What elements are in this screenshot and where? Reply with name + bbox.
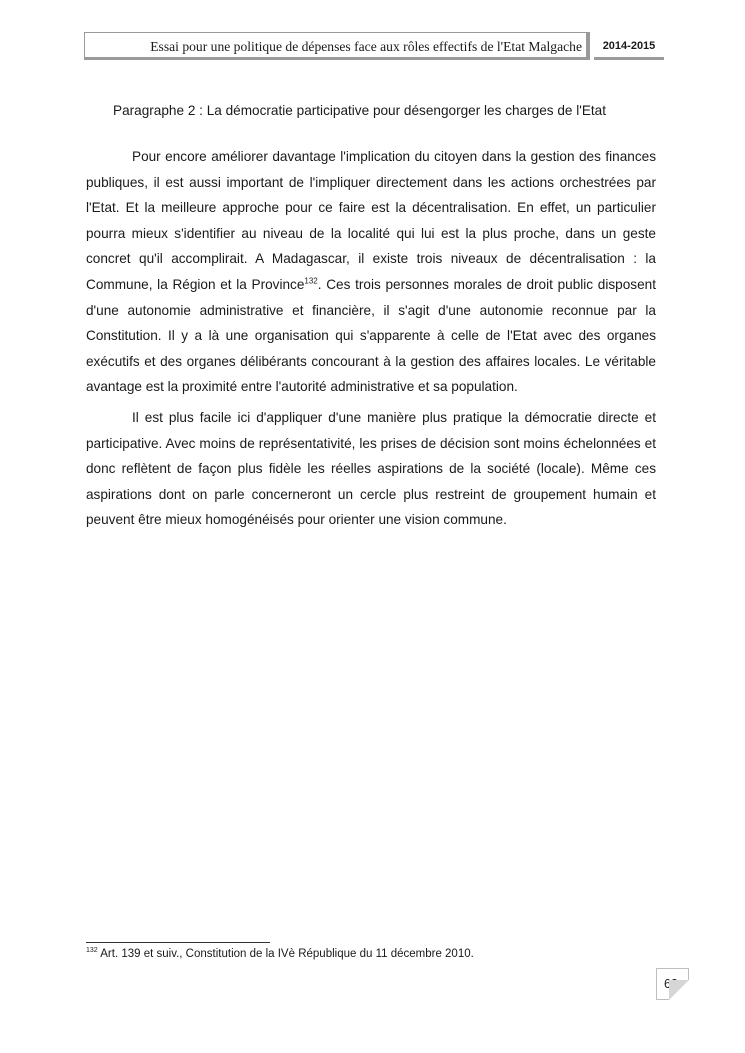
header-year: 2014-2015 bbox=[594, 38, 664, 60]
paragraph-1 bbox=[86, 144, 656, 400]
footnote-text: Art. 139 et suiv., Constitution de la IVè République du 11 décembre 2010. bbox=[97, 948, 474, 960]
paragraph-1-part-2: . Ces trois personnes morales de droit public disposent d'une autonomie administrative et financière, il s'agit d'une autonomie reconnue par la Constitution. Il y a là une organisation qui s'apparente à celle de l'Etat avec des organes exécutifs et des organes délibérants concourant à la gestion des affaires locales. Le véritable avantage est la proximité entre l'autorité administrative et sa population. bbox=[86, 276, 656, 395]
paragraph-2: Il est plus facile ici d'appliquer d'une manière plus pratique la démocratie directe et participative. Avec moins de représentativité, les prises de décision sont moins échelonnées et donc reflètent de façon plus fidèle les réelles aspirations de la société (locale). Même ces aspirations dont on parle concerneront un cercle plus restreint de groupement humain et peuvent être mieux homogénéisés pour orienter une vision commune. bbox=[86, 409, 656, 528]
page-number: 63 bbox=[664, 977, 678, 991]
section-title: Paragraphe 2 : La démocratie participative pour désengorger les charges de l'Etat bbox=[113, 103, 607, 118]
footnote-separator bbox=[86, 942, 270, 943]
footnote bbox=[86, 948, 474, 960]
running-header bbox=[84, 32, 664, 62]
footnote-reference[interactable]: 132 bbox=[304, 276, 318, 286]
page-curl-icon bbox=[669, 980, 689, 1000]
footnote-number: 132 bbox=[86, 947, 98, 955]
body-text bbox=[86, 144, 656, 538]
header-title: Essai pour une politique de dépenses face aux rôles effectifs de l'Etat Malgache bbox=[84, 32, 590, 60]
page-number-box bbox=[656, 968, 689, 1000]
paragraph-1-part-1: Pour encore améliorer davantage l'implication du citoyen dans la gestion des finances publiques, il est aussi important de l'impliquer directement dans les actions orchestrées par l'Etat. Et la meilleure approche pour ce faire est la décentralisation. En effet, un particulier pourra mieux s'identifier au niveau de la localité qui lui est la plus proche, dans un geste concret qu'il accomplirait. A Madagascar, il existe trois niveaux de décentralisation : la Commune, la Région et la Province bbox=[86, 149, 656, 292]
